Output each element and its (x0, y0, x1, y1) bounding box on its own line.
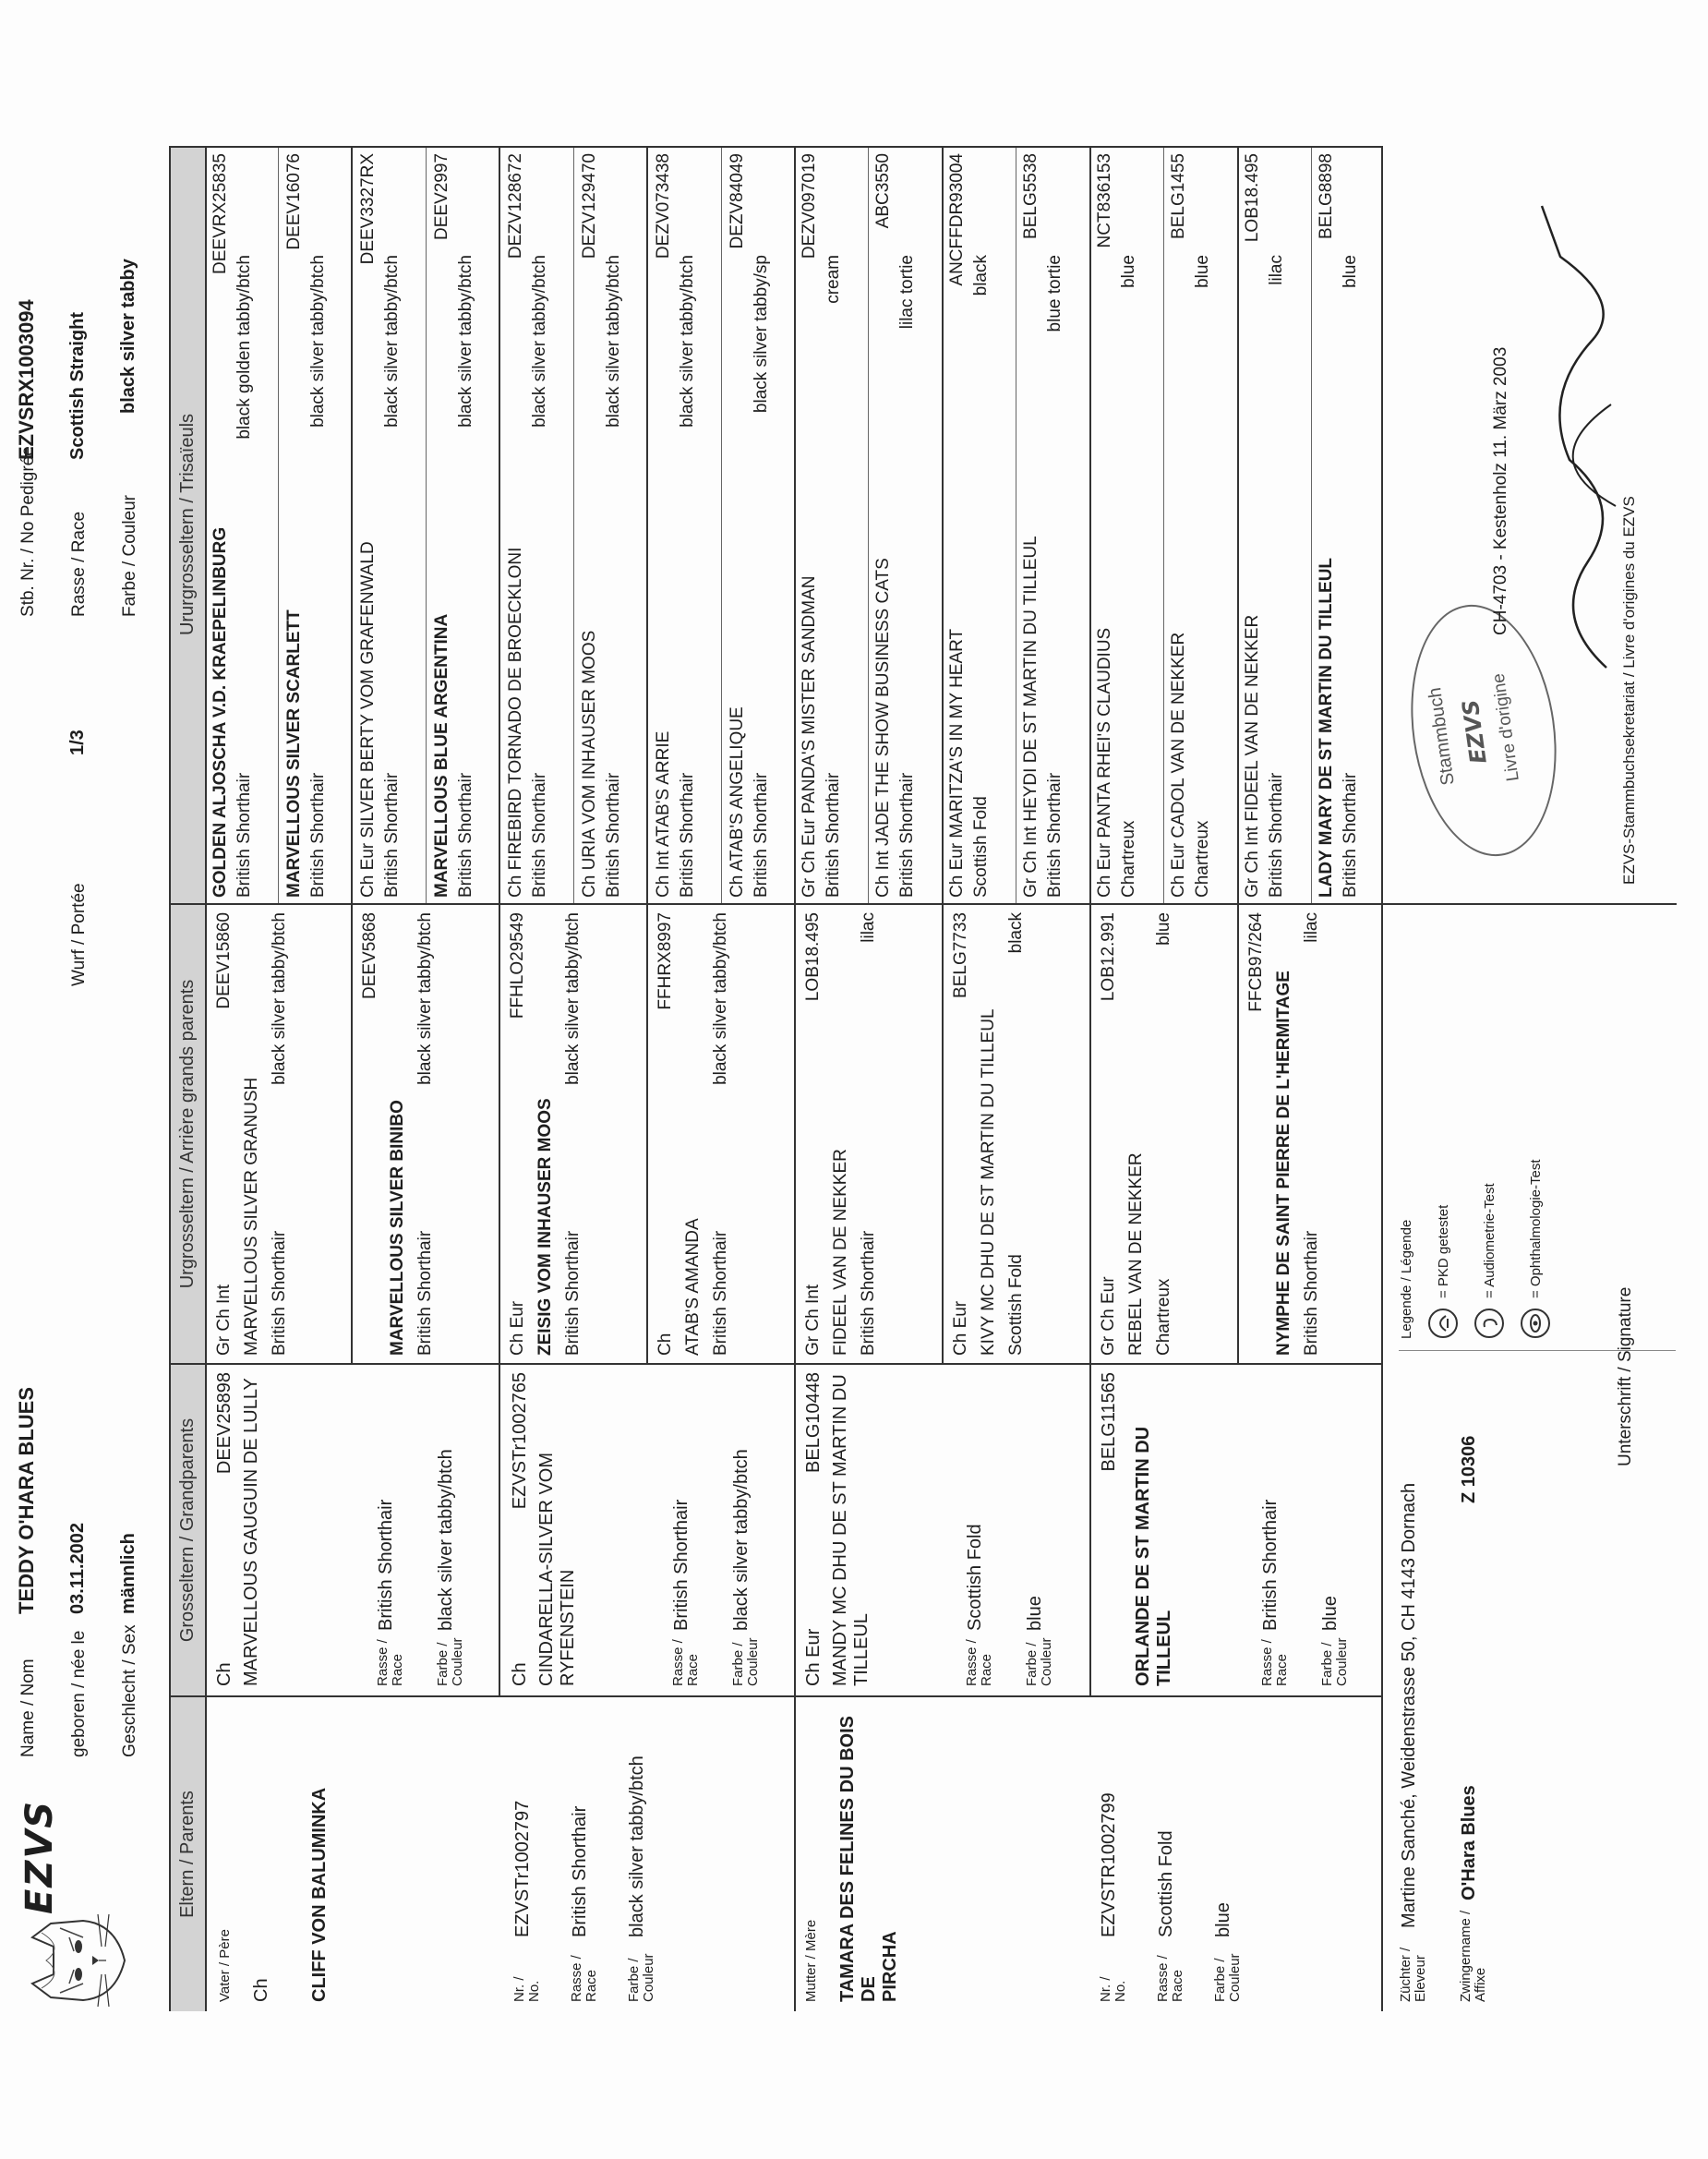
nr-label: Nr. / No. (1098, 1976, 1128, 2002)
legend-text: = Ophthalmologie-Test (1527, 1159, 1544, 1298)
greatgreat-name: Ch FIREBIRD TORNADO DE BROECKLONI (506, 547, 525, 898)
greatgreat-reg: DEZV073438 (654, 153, 673, 259)
signature-scribble (1523, 192, 1634, 672)
sex-label: Geschlecht / Sex (120, 1624, 139, 1757)
mother-name-cont: PIRCHA (880, 1931, 900, 2002)
ophthalmology-test-icon (1520, 1308, 1551, 1339)
great-reg: LOB12.991 (1099, 912, 1118, 1002)
greatgreat-color: cream (824, 255, 843, 304)
great-race: British Shorthair (270, 1230, 289, 1356)
mother-color: blue (1213, 1902, 1233, 1937)
legend-title: Legende / Légende (1399, 1219, 1414, 1339)
great-color: black silver tabby/btch (270, 912, 289, 1085)
color-label: Farbe / Couleur (626, 1953, 656, 2002)
great-name: KIVY MC DHU DE ST MARTIN DU TILLEUL (979, 1008, 998, 1356)
great-name: ATAB'S AMANDA (683, 1218, 703, 1356)
grandparent-cell (510, 1372, 787, 1686)
greatgreat-race: Scottish Fold (971, 796, 991, 898)
father-nr: EZVSTr1002797 (512, 1800, 533, 1937)
grandparent-color: blue (1025, 1596, 1045, 1631)
greatgreat-cell (654, 153, 720, 898)
greatgreat-name: Ch ATAB'S ANGELIQUE (728, 706, 747, 898)
great-color: black silver tabby/btch (711, 912, 730, 1085)
breed-label: Rasse / Race (69, 511, 89, 617)
grandparent-color: black silver tabby/btch (731, 1449, 752, 1631)
audiometry-test-icon (1473, 1308, 1505, 1339)
greatgreat-color: black silver tabby/sp (752, 255, 771, 414)
greatgreat-reg: DEEV3327RX (358, 153, 378, 265)
greatgreat-cell (728, 153, 794, 898)
ezvs-logo (0, 1799, 138, 2011)
greatgreat-name: MARVELLOUS SILVER SCARLETT (284, 609, 304, 898)
race-label: Rasse / Race (1259, 1639, 1290, 1686)
color-label: Farbe / Couleur (1212, 1953, 1243, 2002)
greatgreat-color: black (971, 255, 991, 296)
greatgreat-name: MARVELLOUS BLUE ARGENTINA (432, 613, 451, 898)
greatgreat-name: Ch Eur CADOL VAN DE NEKKER (1169, 632, 1188, 898)
greatgreat-reg: BELG8898 (1317, 153, 1336, 239)
greatgreat-reg: DEZV84049 (728, 153, 747, 249)
race-label: Rasse / Race (1155, 1955, 1185, 2002)
greatgreat-reg: NCT836153 (1095, 153, 1114, 248)
grandparent-name: ORLANDE DE ST MARTIN DU TILLEUL (1133, 1426, 1174, 1686)
greatgreat-color: black silver tabby/btch (530, 255, 549, 428)
greatgreat-color: black silver tabby/btch (308, 255, 328, 428)
grandparent-name-cont: TILLEUL (851, 1613, 872, 1686)
greatgreat-race: British Shorthair (752, 772, 771, 898)
great-title: Ch Eur (951, 1300, 970, 1356)
greatgreat-race: British Shorthair (824, 772, 843, 898)
greatgreat-race: Chartreux (1193, 820, 1212, 898)
great-color: lilac (1302, 912, 1321, 943)
parents-header: Eltern / Parents (170, 1697, 205, 2011)
greatgreat-reg: BELG5538 (1021, 153, 1040, 239)
great-color: black (1006, 912, 1026, 954)
grandparent-color: black silver tabby/btch (436, 1449, 456, 1631)
color-label: Farbe / Couleur (1024, 1637, 1054, 1686)
name-label: Name / Nom (18, 1658, 38, 1757)
father-color: black silver tabby/btch (627, 1755, 647, 1937)
great-cell (360, 912, 491, 1356)
litter-label: Wurf / Portée (69, 883, 89, 986)
color-label: Farbe / Couleur (120, 494, 139, 617)
grandparent-race: British Shorthair (671, 1499, 692, 1631)
legend-row (1427, 905, 1459, 1339)
greatgreat-name: Ch URIA VOM INHAUSER MOOS (580, 630, 599, 898)
color-label: Farbe / Couleur (730, 1637, 761, 1686)
greatgreat-color: blue (1193, 255, 1212, 288)
greatgreat-reg: ABC3550 (873, 153, 893, 229)
great-title: Gr Ch Int (214, 1284, 234, 1356)
great-race: British Shorthair (859, 1230, 878, 1356)
great-color: blue (1154, 912, 1173, 946)
grandparent-race: British Shorthair (1260, 1499, 1281, 1631)
great-title: Gr Ch Eur (1099, 1276, 1118, 1356)
greatgreat-color: lilac tortie (897, 255, 917, 330)
litter-value: 1/3 (67, 730, 88, 755)
stamp-logo: EZVS (1457, 697, 1492, 766)
nr-label: Nr. / No. (511, 1976, 542, 2002)
greatgreat-name: GOLDEN ALJOSCHA V.D. KRAEPELINBURG (210, 526, 230, 898)
grandparent-color: blue (1320, 1596, 1341, 1631)
great-cell (656, 912, 787, 1356)
great-title: Ch (656, 1333, 675, 1356)
great-color: lilac (859, 912, 878, 943)
greatgreat-color: black silver tabby/btch (382, 255, 402, 428)
breeder-value: Martine Sanché, Weidenstrasse 50, CH 4143 Dornach (1399, 1482, 1419, 1928)
greatgreat-header: Ururgrosseltern / Trisaïeuls (170, 146, 205, 903)
pedigree-sheet (0, 139, 1708, 2020)
greatgreat-color: black golden tabby/btch (235, 255, 254, 440)
grandparent-reg: BELG11565 (1099, 1372, 1119, 1472)
signature-label: Unterschrift / Signature (1616, 1286, 1635, 1466)
great-race: Chartreux (1154, 1278, 1173, 1356)
greatgreat-cell (1021, 153, 1088, 898)
logo-text: EZVS (18, 1799, 61, 1914)
great-title: Gr Ch Int (803, 1284, 823, 1356)
great-race: British Shorthair (563, 1230, 583, 1356)
grandparents-header: Grosseltern / Grandparents (170, 1365, 205, 1695)
greatgreat-color: black silver tabby/btch (604, 255, 623, 428)
greatgreat-cell (358, 153, 425, 898)
greatgreat-color: black silver tabby/btch (678, 255, 697, 428)
birth-date: 03.11.2002 (67, 1523, 88, 1614)
mother-race: Scottish Fold (1156, 1830, 1176, 1937)
great-race: British Shorthair (711, 1230, 730, 1356)
greatgreat-race: British Shorthair (897, 772, 917, 898)
mother-role: Mutter / Mère (803, 1919, 819, 2002)
greatgreat-reg: DEEV2997 (432, 153, 451, 241)
greatgreat-race: British Shorthair (678, 772, 697, 898)
great-name: MARVELLOUS SILVER GRANUSH (242, 1077, 261, 1356)
great-title: Ch Eur (508, 1300, 527, 1356)
great-reg: FFCB97/264 (1246, 912, 1266, 1012)
grandparent-name: MARVELLOUS GAUGUIN DE LULLY (241, 1378, 261, 1686)
greatgreat-name: Gr Ch Eur PANDA'S MISTER SANDMAN (800, 575, 819, 898)
greatgreat-color: black silver tabby/btch (456, 255, 475, 428)
great-reg: DEEV5868 (360, 912, 379, 1000)
legend-row (1520, 905, 1551, 1339)
color-value: black silver tabby (118, 259, 138, 414)
mother-nr: EZVSTR1002799 (1099, 1792, 1119, 1937)
great-name: ZEISIG VOM INHAUSER MOOS (535, 1098, 555, 1356)
greatgreat-name: LADY MARY DE ST MARTIN DU TILLEUL (1317, 557, 1336, 898)
greatgreat-race: British Shorthair (530, 772, 549, 898)
legend (1399, 905, 1676, 1351)
great-race: British Shorthair (1302, 1230, 1321, 1356)
greatgreat-reg: ANCFFDR93004 (947, 153, 967, 286)
grandparent-name: CINDARELLA-SILVER VOM RYFENSTEIN (536, 1452, 578, 1686)
greatgreat-race: Chartreux (1119, 820, 1138, 898)
greatgreat-race: British Shorthair (1045, 772, 1064, 898)
place-date: CH-4703 - Kestenholz 11. März 2003 (1491, 346, 1510, 635)
greatgreat-race: British Shorthair (604, 772, 623, 898)
greatgreat-reg: DEEVRX25835 (210, 153, 230, 274)
greatgreat-name: Ch Int ATAB'S ARRIE (654, 730, 673, 898)
greatgreat-reg: DEZV128672 (506, 153, 525, 259)
kennel-label: Zwingername / Affixe (1458, 1910, 1488, 2002)
great-race: Scottish Fold (1006, 1254, 1026, 1356)
great-color: black silver tabby/btch (415, 912, 435, 1085)
greatgreat-name: Ch Eur SILVER BERTY VOM GRAFENWALD (358, 541, 378, 898)
breeder-label: Züchter / Eleveur (1398, 1947, 1428, 2002)
grandparent-race: British Shorthair (376, 1499, 396, 1631)
breeder-row (1399, 1356, 1428, 2002)
grandparent-reg: BELG10448 (803, 1372, 824, 1473)
cat-name: TEDDY O'HARA BLUES (15, 1386, 38, 1614)
greatgreat-color: blue (1341, 255, 1360, 288)
mother-name: TAMARA DES FELINES DU BOIS DE (837, 1715, 879, 2002)
greatgreat-cell (1317, 153, 1379, 898)
greatgreat-race: British Shorthair (456, 772, 475, 898)
stamp-top-text: Stammbuch (1425, 686, 1459, 787)
grandparent-cell (214, 1372, 491, 1686)
father-name: CLIFF VON BALUMINKA (309, 1787, 330, 2002)
great-cell (951, 912, 1082, 1356)
greatgreat-reg: DEZV129470 (580, 153, 599, 259)
great-reg: FFHRX8997 (656, 912, 675, 1010)
greatgreat-cell (210, 153, 277, 898)
grandparent-reg: DEEV25898 (214, 1372, 235, 1475)
great-name: REBEL VAN DE NEKKER (1126, 1152, 1146, 1356)
great-name: MARVELLOUS SILVER BINIBO (388, 1100, 407, 1356)
great-cell (214, 912, 345, 1356)
race-label: Rasse / Race (964, 1639, 994, 1686)
legend-text: = Audiometrie-Test (1481, 1183, 1498, 1298)
stb-label: Stb. Nr. / No Pedigrée (18, 446, 38, 617)
race-label: Rasse / Race (670, 1639, 701, 1686)
greatgreat-color: lilac (1267, 255, 1286, 285)
grandparent-race: Scottish Fold (965, 1524, 985, 1631)
great-reg: BELG7733 (951, 912, 970, 998)
grandparent-cell (803, 1372, 1080, 1686)
greatgreat-race: British Shorthair (235, 772, 254, 898)
great-race: British Shorthair (415, 1230, 435, 1356)
great-color: black silver tabby/btch (563, 912, 583, 1085)
grandparent-title: Ch Eur (803, 1628, 824, 1686)
legend-text: = PKD getestet (1435, 1204, 1451, 1298)
greatgreat-race: British Shorthair (382, 772, 402, 898)
color-label: Farbe / Couleur (1319, 1637, 1350, 1686)
pkd-test-icon (1427, 1308, 1459, 1339)
greatgreat-reg: DEZV097019 (800, 153, 819, 259)
greatgreat-cell (873, 153, 940, 898)
greatgreat-cell (432, 153, 499, 898)
father-race: British Shorthair (570, 1805, 590, 1937)
great-reg: LOB18.495 (803, 912, 823, 1002)
sex-value: männlich (118, 1533, 138, 1614)
stb-number: EZVSRX1003094 (15, 299, 38, 460)
race-label: Rasse / Race (569, 1955, 599, 2002)
cat-face-icon (28, 1910, 129, 2011)
grandparent-reg: EZVSTr1002765 (510, 1372, 530, 1510)
greatgreat-race: British Shorthair (308, 772, 328, 898)
greatgreat-race: British Shorthair (1267, 772, 1286, 898)
father-title: Ch (251, 1978, 271, 2002)
greatgreat-name: Ch Eur MARITZA'S IN MY HEART (947, 628, 967, 898)
greatgreat-color: blue (1119, 255, 1138, 288)
grandparent-title: Ch (214, 1662, 235, 1686)
great-reg: FFHLO29549 (508, 912, 527, 1019)
race-label: Rasse / Race (375, 1639, 405, 1686)
greatgreat-cell (1243, 153, 1309, 898)
great-name: FIDEEL VAN DE NEKKER (831, 1149, 850, 1356)
z-code: Z 10306 (1459, 1435, 1479, 1503)
greatgreat-cell (1169, 153, 1235, 898)
greatgreat-name: Gr Ch Int FIDEEL VAN DE NEKKER (1243, 614, 1262, 898)
secretariat: EZVS-Stammbuchsekretariat / Livre d'origines du EZVS (1620, 496, 1638, 885)
greatgreat-cell (800, 153, 866, 898)
greatgreat-reg: DEEV16076 (284, 153, 304, 250)
great-name: NYMPHE DE SAINT PIERRE DE L'HERMITAGE (1274, 971, 1293, 1356)
greatgreat-cell (284, 153, 351, 898)
kennel-value: O'Hara Blues (1459, 1785, 1479, 1900)
greatgreat-race: British Shorthair (1341, 772, 1360, 898)
greatgreat-cell (580, 153, 646, 898)
legend-row (1473, 905, 1505, 1339)
great-cell (1099, 912, 1230, 1356)
father-cell (217, 1707, 780, 2002)
breed-value: Scottish Straight (67, 311, 88, 460)
greatgreat-reg: LOB18.495 (1243, 153, 1262, 243)
great-cell (803, 912, 934, 1356)
born-label: geboren / née le (69, 1630, 89, 1757)
greatgreat-name: Gr Ch Int HEYDI DE ST MARTIN DU TILLEUL (1021, 536, 1040, 898)
stamp-bottom-text: Livre d'origine (1488, 671, 1523, 783)
greatgreat-name: Ch Eur PANTA RHEI'S CLAUDIUS (1095, 627, 1114, 898)
great-cell (508, 912, 639, 1356)
greatgreat-color: blue tortie (1045, 255, 1064, 332)
great-reg: DEEV15860 (214, 912, 234, 1009)
father-role: Vater / Père (217, 1929, 233, 2002)
grandparent-cell (1099, 1372, 1376, 1686)
greatgreat-reg: BELG1455 (1169, 153, 1188, 239)
mother-cell (803, 1707, 1376, 2002)
greatgreat-cell (947, 153, 1014, 898)
greatgreat-cell (1095, 153, 1161, 898)
grandparent-name: MANDY MC DHU DE ST MARTIN DU (830, 1374, 850, 1686)
greatgreat-cell (506, 153, 572, 898)
great-header: Urgrosseltern / Arrière grands parents (170, 905, 205, 1363)
color-label: Farbe / Couleur (435, 1637, 465, 1686)
greatgreat-name: Ch Int JADE THE SHOW BUSINESS CATS (873, 558, 893, 898)
grandparent-title: Ch (510, 1662, 530, 1686)
great-cell (1246, 912, 1377, 1356)
